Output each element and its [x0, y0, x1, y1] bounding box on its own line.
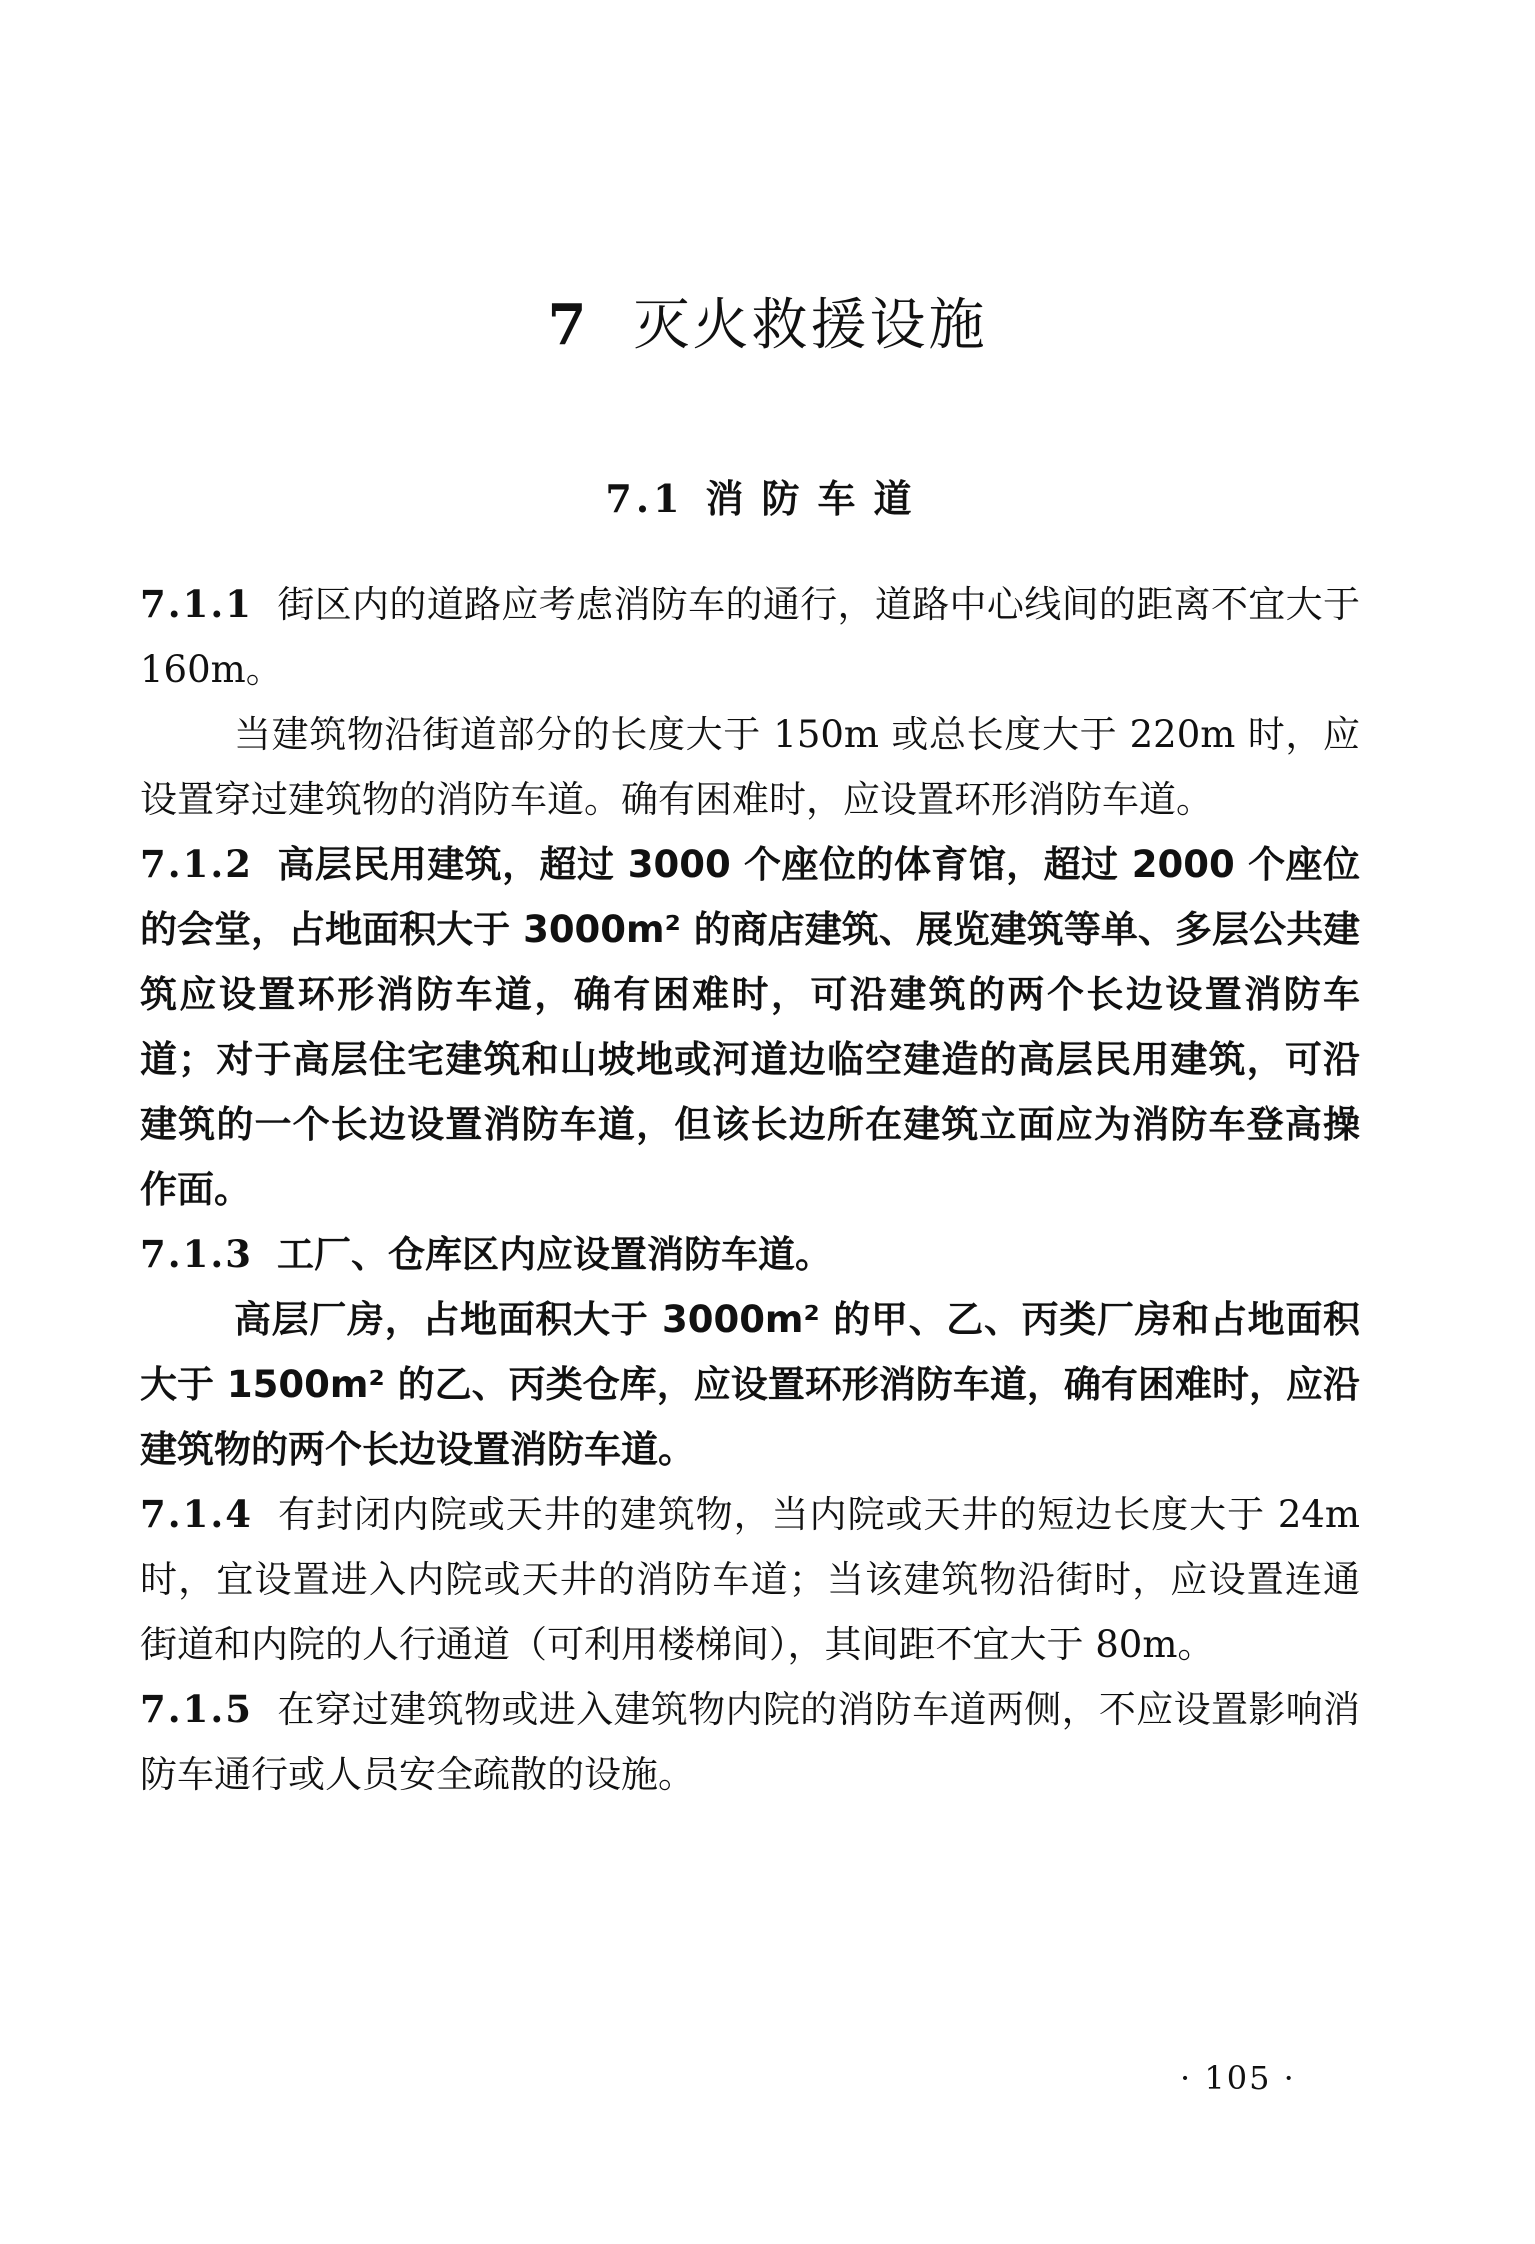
clause-text: 在穿过建筑物或进入建筑物内院的消防车道两侧，不应设置影响消防车通行或人员安全疏散的设施。 [140, 1688, 1360, 1796]
clause-number: 7.1.2 [140, 842, 253, 886]
clause-7-1-3 [140, 1222, 1360, 1287]
clause-7-1-3-paragraph-2 [140, 1287, 1360, 1482]
clause-text: 工厂、仓库区内应设置消防车道。 [277, 1233, 832, 1276]
clause-7-1-1 [140, 572, 1360, 702]
clause-7-1-1-paragraph-2 [140, 702, 1360, 832]
section-number: 7.1 [605, 476, 684, 521]
clause-7-1-2 [140, 832, 1360, 1222]
clause-number: 7.1.3 [140, 1232, 253, 1276]
clause-7-1-5 [140, 1677, 1360, 1807]
clause-text: 当建筑物沿街道部分的长度大于 150m 或总长度大于 220m 时，应设置穿过建筑物的消防车道。确有困难时，应设置环形消防车道。 [140, 713, 1360, 821]
chapter-title-text: 灭火救援设施 [633, 293, 988, 358]
clause-text: 高层民用建筑，超过 3000 个座位的体育馆，超过 2000 个座位的会堂，占地面积大于 3000m² 的商店建筑、展览建筑等单、多层公共建筑应设置环形消防车道，确有困难时，可沿建筑的两个长边设置消防车道；对于高层住宅建筑和山坡地或河道边临空建造的高层民用建筑，可沿建筑的一个长边设置消防车道，但该长边所在建筑立面应为消防车登高操作面。 [140, 843, 1360, 1211]
section-title-text: 消防车道 [705, 477, 930, 521]
clause-number: 7.1.4 [140, 1492, 253, 1536]
clause-number: 7.1.5 [140, 1687, 253, 1731]
clause-text: 高层厂房，占地面积大于 3000m² 的甲、乙、丙类厂房和占地面积大于 1500m² 的乙、丙类仓库，应设置环形消防车道，确有困难时，应沿建筑物的两个长边设置消防车道。 [140, 1298, 1360, 1471]
body-text [140, 572, 1360, 1807]
clause-text: 街区内的道路应考虑消防车的通行，道路中心线间的距离不宜大于 160m。 [140, 583, 1360, 691]
chapter-title [0, 290, 1535, 361]
chapter-number: 7 [547, 292, 590, 358]
clause-7-1-4 [140, 1482, 1360, 1677]
section-title [0, 474, 1535, 524]
page-number: · 105 · [1180, 2059, 1296, 2097]
clause-number: 7.1.1 [140, 582, 253, 626]
clause-text: 有封闭内院或天井的建筑物，当内院或天井的短边长度大于 24m 时，宜设置进入内院或天井的消防车道；当该建筑物沿街时，应设置连通街道和内院的人行通道（可利用楼梯间），其间距不宜大于 80m。 [140, 1493, 1360, 1666]
